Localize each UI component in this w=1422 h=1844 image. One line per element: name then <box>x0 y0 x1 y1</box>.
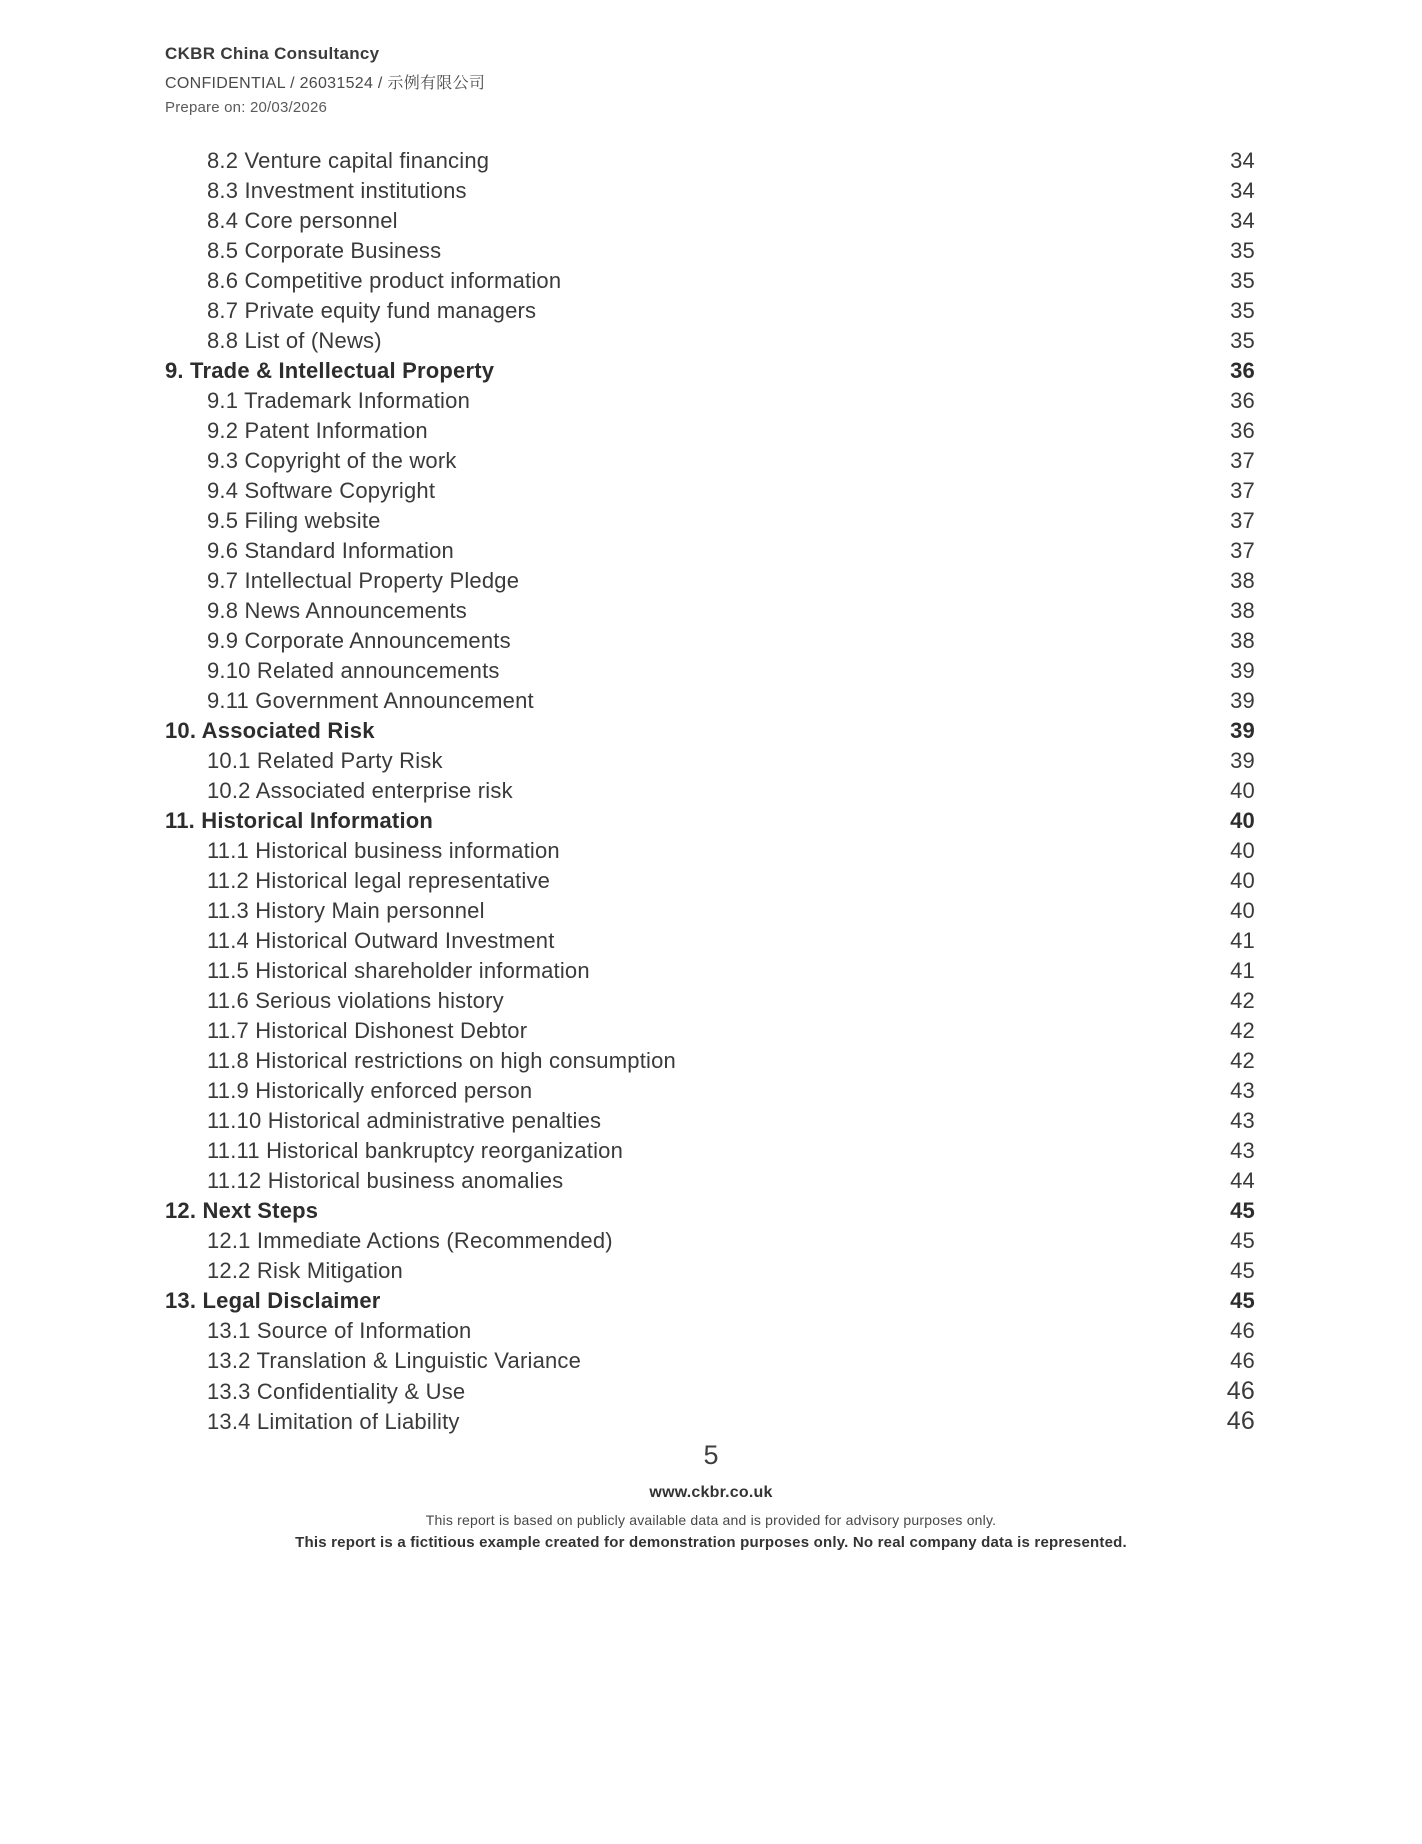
fictitious-disclaimer: This report is a fictitious example created for demonstration purposes only. No real company data is represented. <box>295 1534 1127 1551</box>
toc-entry[interactable] <box>165 566 1255 596</box>
toc-entry-label: 12.1 Immediate Actions (Recommended) <box>207 1228 613 1253</box>
toc-entry[interactable] <box>165 416 1255 446</box>
toc-entry-label: 11.7 Historical Dishonest Debtor <box>207 1018 528 1043</box>
toc-entry[interactable] <box>165 806 1255 836</box>
toc-entry-page: 34 <box>1230 178 1255 203</box>
toc-entry-label: 9.6 Standard Information <box>207 538 454 563</box>
toc-entry-page: 41 <box>1230 958 1255 983</box>
toc-entry-label: 9.8 News Announcements <box>207 598 467 623</box>
toc-entry-page: 46 <box>1230 1318 1255 1343</box>
toc-entry-label: 10.2 Associated enterprise risk <box>207 778 513 803</box>
toc-entry-label: 12.2 Risk Mitigation <box>207 1258 403 1283</box>
toc-entry-page: 40 <box>1230 808 1255 833</box>
toc-entry-label: 9.10 Related announcements <box>207 658 500 683</box>
toc-entry-page: 35 <box>1230 268 1255 293</box>
toc-entry[interactable] <box>165 776 1255 806</box>
toc-entry-label: 8.5 Corporate Business <box>207 238 442 263</box>
toc-entry-page: 40 <box>1230 898 1255 923</box>
toc-entry[interactable] <box>165 1166 1255 1196</box>
table-of-contents <box>165 146 1255 1436</box>
toc-entry-page: 40 <box>1230 838 1255 863</box>
advisory-note: This report is based on publicly available data and is provided for advisory purposes only. <box>425 1512 997 1528</box>
toc-entry[interactable] <box>165 1046 1255 1076</box>
toc-entry-label: 11.2 Historical legal representative <box>207 868 551 893</box>
toc-entry-page: 39 <box>1230 748 1255 773</box>
toc-entry-page: 46 <box>1226 1377 1255 1405</box>
toc-entry-page: 41 <box>1230 928 1255 953</box>
toc-entry[interactable] <box>165 866 1255 896</box>
toc-entry[interactable] <box>165 296 1255 326</box>
toc-entry[interactable] <box>165 746 1255 776</box>
toc-entry-page: 43 <box>1230 1138 1255 1163</box>
toc-entry[interactable] <box>165 1286 1255 1316</box>
toc-entry-label: 11.12 Historical business anomalies <box>207 1168 564 1193</box>
toc-entry-page: 37 <box>1230 448 1255 473</box>
toc-entry-label: 11.11 Historical bankruptcy reorganization <box>207 1138 624 1163</box>
toc-entry-label: 11.10 Historical administrative penalties <box>207 1108 602 1133</box>
toc-entry[interactable] <box>165 1016 1255 1046</box>
toc-entry[interactable] <box>165 446 1255 476</box>
toc-entry-label: 11.6 Serious violations history <box>207 988 504 1013</box>
toc-entry-label: 8.2 Venture capital financing <box>207 148 490 173</box>
toc-entry-label: 11.5 Historical shareholder information <box>207 958 590 983</box>
toc-entry-page: 37 <box>1230 508 1255 533</box>
toc-entry[interactable] <box>165 146 1255 176</box>
document-header <box>165 44 485 116</box>
toc-entry-page: 37 <box>1230 478 1255 503</box>
toc-entry-page: 38 <box>1230 598 1255 623</box>
toc-entry-label: 13. Legal Disclaimer <box>165 1288 381 1313</box>
toc-entry[interactable] <box>165 716 1255 746</box>
toc-entry-label: 11.9 Historically enforced person <box>207 1078 533 1103</box>
toc-entry-label: 9.5 Filing website <box>207 508 381 533</box>
toc-entry-label: 9.4 Software Copyright <box>207 478 436 503</box>
toc-entry-label: 8.7 Private equity fund managers <box>207 298 537 323</box>
toc-entry-page: 39 <box>1230 718 1255 743</box>
toc-entry[interactable] <box>165 1406 1255 1436</box>
toc-entry-page: 35 <box>1230 298 1255 323</box>
toc-entry[interactable] <box>165 386 1255 416</box>
toc-entry[interactable] <box>165 1376 1255 1406</box>
toc-entry-label: 11. Historical Information <box>165 808 434 833</box>
page-number: 5 <box>703 1440 719 1470</box>
toc-entry-label: 8.8 List of (News) <box>207 328 382 353</box>
toc-entry-page: 38 <box>1230 568 1255 593</box>
toc-entry-page: 42 <box>1230 1018 1255 1043</box>
toc-entry[interactable] <box>165 326 1255 356</box>
toc-entry-page: 36 <box>1230 418 1255 443</box>
toc-entry-label: 9.7 Intellectual Property Pledge <box>207 568 520 593</box>
toc-entry-label: 13.3 Confidentiality & Use <box>207 1379 466 1404</box>
toc-entry-page: 40 <box>1230 868 1255 893</box>
toc-entry-label: 8.6 Competitive product information <box>207 268 562 293</box>
toc-entry-page: 44 <box>1230 1168 1255 1193</box>
toc-entry-page: 36 <box>1230 388 1255 413</box>
toc-entry-page: 39 <box>1230 688 1255 713</box>
toc-entry[interactable] <box>165 176 1255 206</box>
toc-entry-page: 36 <box>1230 358 1255 383</box>
toc-entry-page: 46 <box>1230 1348 1255 1373</box>
toc-entry-label: 8.4 Core personnel <box>207 208 398 233</box>
toc-entry-label: 9.3 Copyright of the work <box>207 448 457 473</box>
toc-entry-label: 11.1 Historical business information <box>207 838 560 863</box>
toc-entry-page: 45 <box>1230 1258 1255 1283</box>
website-link[interactable]: www.ckbr.co.uk <box>649 1484 773 1501</box>
toc-entry[interactable] <box>165 1226 1255 1256</box>
toc-entry-label: 10. Associated Risk <box>165 718 375 743</box>
document-footer <box>0 1440 1422 1551</box>
toc-entry-page: 45 <box>1230 1198 1255 1223</box>
toc-entry-label: 11.8 Historical restrictions on high consumption <box>207 1048 676 1073</box>
toc-entry-label: 9.2 Patent Information <box>207 418 428 443</box>
toc-entry[interactable] <box>165 836 1255 866</box>
toc-entry[interactable] <box>165 686 1255 716</box>
toc-entry[interactable] <box>165 656 1255 686</box>
toc-entry-page: 38 <box>1230 628 1255 653</box>
toc-entry[interactable] <box>165 626 1255 656</box>
toc-entry-label: 13.2 Translation & Linguistic Variance <box>207 1348 582 1373</box>
toc-entry-page: 46 <box>1226 1407 1255 1435</box>
toc-entry-page: 35 <box>1230 238 1255 263</box>
toc-entry-label: 13.1 Source of Information <box>207 1318 472 1343</box>
toc-entry[interactable] <box>165 536 1255 566</box>
toc-entry[interactable] <box>165 1256 1255 1286</box>
toc-entry[interactable] <box>165 476 1255 506</box>
toc-entry-label: 11.3 History Main personnel <box>207 898 485 923</box>
toc-entry[interactable] <box>165 356 1255 386</box>
toc-entry-label: 12. Next Steps <box>165 1198 319 1223</box>
toc-entry[interactable] <box>165 1346 1255 1376</box>
toc-entry[interactable] <box>165 1076 1255 1106</box>
toc-entry[interactable] <box>165 926 1255 956</box>
toc-entry-page: 45 <box>1230 1228 1255 1253</box>
toc-entry-label: 11.4 Historical Outward Investment <box>207 928 555 953</box>
toc-entry[interactable] <box>165 236 1255 266</box>
toc-entry-page: 43 <box>1230 1108 1255 1133</box>
toc-entry[interactable] <box>165 266 1255 296</box>
toc-entry-label: 9.1 Trademark Information <box>207 388 471 413</box>
toc-entry[interactable] <box>165 1316 1255 1346</box>
toc-entry-label: 8.3 Investment institutions <box>207 178 467 203</box>
toc-entry[interactable] <box>165 1196 1255 1226</box>
toc-entry-label: 9. Trade & Intellectual Property <box>165 358 495 383</box>
toc-entry-page: 39 <box>1230 658 1255 683</box>
toc-entry[interactable] <box>165 896 1255 926</box>
toc-entry-label: 9.9 Corporate Announcements <box>207 628 511 653</box>
prepare-date-line: Prepare on: 20/03/2026 <box>165 99 328 116</box>
toc-entry[interactable] <box>165 956 1255 986</box>
toc-entry-page: 42 <box>1230 1048 1255 1073</box>
toc-entry[interactable] <box>165 206 1255 236</box>
toc-entry-label: 13.4 Limitation of Liability <box>207 1409 460 1434</box>
toc-entry-page: 34 <box>1230 208 1255 233</box>
toc-entry[interactable] <box>165 596 1255 626</box>
toc-entry-page: 35 <box>1230 328 1255 353</box>
toc-entry-label: 10.1 Related Party Risk <box>207 748 443 773</box>
toc-entry-page: 45 <box>1230 1288 1255 1313</box>
toc-entry[interactable] <box>165 506 1255 536</box>
confidential-line: CONFIDENTIAL / 26031524 / 示例有限公司 <box>165 75 486 92</box>
toc-entry-page: 43 <box>1230 1078 1255 1103</box>
toc-entry-page: 42 <box>1230 988 1255 1013</box>
toc-entry-page: 37 <box>1230 538 1255 563</box>
toc-entry[interactable] <box>165 1136 1255 1166</box>
toc-entry[interactable] <box>165 986 1255 1016</box>
toc-entry-page: 34 <box>1230 148 1255 173</box>
toc-entry[interactable] <box>165 1106 1255 1136</box>
toc-entry-label: 9.11 Government Announcement <box>207 688 534 713</box>
toc-entry-page: 40 <box>1230 778 1255 803</box>
company-name: CKBR China Consultancy <box>165 44 380 63</box>
